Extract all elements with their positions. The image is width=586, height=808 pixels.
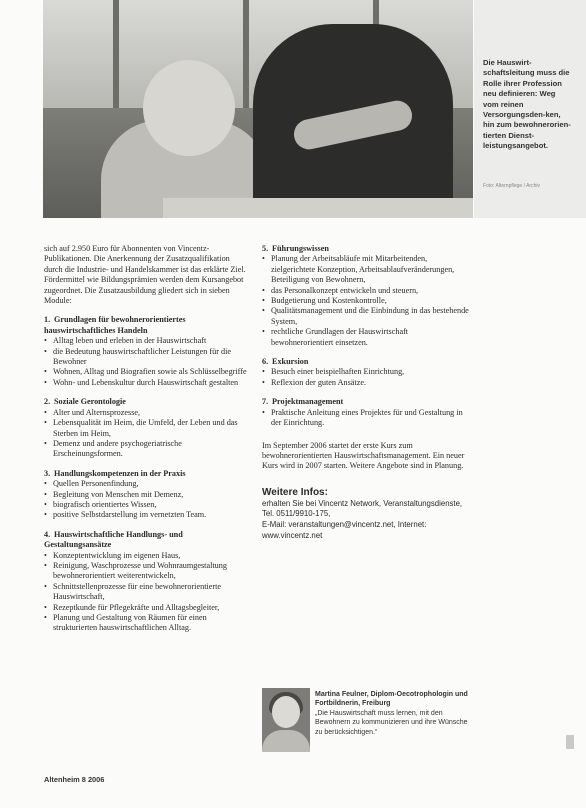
module-section	[262, 397, 470, 428]
bullet-icon: •	[44, 560, 47, 570]
bullet-icon: •	[262, 306, 265, 316]
bullet-icon: •	[44, 367, 47, 377]
module-number: 5.	[262, 244, 269, 253]
module-heading	[44, 397, 250, 407]
module-items	[262, 367, 470, 388]
photo-credit: Foto: Alternpflege / Archiv	[483, 183, 540, 189]
list-item	[262, 408, 470, 429]
portrait-shoulders	[262, 730, 310, 752]
module-number: 1.	[44, 315, 51, 325]
bullet-icon: •	[44, 346, 47, 356]
info-line: erhalten Sie bei Vincentz Network, Veranstaltungsdienste, Tel. 0511/9910-175,	[262, 498, 463, 519]
info-link[interactable]: www.vincentz.net	[262, 530, 323, 540]
scan-edge-mark	[566, 735, 574, 749]
list-item	[262, 296, 470, 306]
list-item-text: Alltag leben und erleben in der Hauswirtschaft	[53, 336, 207, 346]
module-number: 2.	[44, 397, 51, 407]
list-item	[262, 327, 470, 348]
bullet-icon: •	[44, 499, 47, 509]
module-heading	[44, 530, 250, 551]
module-title: Hauswirtschaftliche Handlungs- und Gestaltungsansätze	[44, 529, 183, 550]
list-item-text: Wohnen, Alltag und Biografien sowie als Schlüsselbegriffe	[53, 367, 247, 377]
list-item-text: die Bedeutung hauswirtschaftlicher Leistungen für die Bewohner	[53, 346, 232, 367]
list-item	[44, 418, 250, 439]
list-item	[44, 603, 250, 613]
author-name: Martina Feulner, Diplom-Oecotrophologin und Fortbildnerin, Freiburg	[315, 691, 468, 708]
list-item-text: Budgetierung und Kostenkontrolle,	[271, 296, 387, 306]
list-item	[262, 378, 470, 388]
list-item-text: Konzeptentwicklung im eigenen Haus,	[53, 550, 181, 560]
list-item-text: rechtliche Grundlagen der Hauswirtschaft bewohnerorientiert einsetzen.	[271, 327, 409, 347]
list-item	[44, 439, 250, 460]
bullet-icon: •	[44, 418, 47, 428]
list-item-text: biografisch orientiertes Wissen,	[53, 499, 157, 509]
start-paragraph: Im September 2006 startet der erste Kurs zum bewohnerorientierten Hauswirtschaftsmanagement. Ein neuer Kurs wird in 2007 starten. Weitere Angebote sind in Planung.	[262, 440, 465, 471]
list-item	[262, 286, 470, 296]
list-item-text: Begleitung von Menschen mit Demenz,	[53, 489, 184, 499]
bullet-icon: •	[262, 367, 265, 377]
list-item	[44, 613, 250, 634]
left-column	[44, 244, 250, 634]
right-column	[262, 244, 470, 541]
author-bio	[315, 690, 475, 737]
intro-paragraph: sich auf 2.950 Euro für Abonnenten von Vincentz-Publikationen. Die Anerkennung der Zusatzqualifikation durch die Industrie- und Handelskammer ist das erklärte Ziel. Fördermittel wie Bildungsprämien werden dem Kursangebot zugeordnet. Die Zusatzausbildung gliedert sich in sieben Module:	[44, 244, 246, 306]
bullet-icon: •	[44, 377, 47, 387]
bullet-icon: •	[44, 602, 47, 612]
info-line: E-Mail: veranstaltungen@vincentz.net, Internet:	[262, 519, 427, 529]
bullet-icon: •	[262, 296, 265, 306]
bullet-icon: •	[44, 438, 47, 448]
list-item-text: Demenz und andere psychogeriatrische Erscheinungsformen.	[53, 438, 182, 459]
list-item-text: Planung und Gestaltung von Räumen für einen strukturierten hauswirtschaftlichen Alltag.	[53, 613, 207, 633]
list-item	[44, 500, 250, 510]
header-photo	[43, 0, 473, 218]
list-item	[44, 582, 250, 603]
module-section	[44, 397, 250, 459]
list-item	[262, 367, 470, 377]
list-item	[44, 510, 250, 520]
list-item-text: positive Selbstdarstellung im vernetzten Team.	[53, 510, 207, 520]
module-number: 7.	[262, 397, 269, 407]
bullet-icon: •	[44, 479, 47, 489]
module-heading	[262, 357, 470, 367]
module-title: Projektmanagement	[272, 397, 344, 407]
bullet-icon: •	[262, 254, 265, 264]
module-title: Grundlagen für bewohnerorientiertes hauswirtschaftliches Handeln	[44, 315, 186, 335]
bullet-icon: •	[262, 407, 265, 417]
module-number: 3.	[44, 468, 51, 478]
photo-window-frame	[113, 0, 119, 110]
module-number: 4.	[44, 529, 51, 539]
list-item-text: Reinigung, Waschprozesse und Wohnraumgestaltung bewohnerorientiert weiterentwickeln,	[53, 560, 227, 581]
module-title: Exkursion	[272, 357, 309, 367]
right-module-list	[262, 244, 470, 429]
list-item	[44, 408, 250, 418]
bullet-icon: •	[262, 377, 265, 387]
module-heading	[44, 469, 250, 479]
bullet-icon: •	[44, 407, 47, 417]
list-item	[262, 254, 470, 285]
list-item-text: Qualitätsmanagement und die Einbindung in das bestehende System,	[271, 306, 469, 326]
list-item-text: Reflexion der guten Ansätze.	[271, 377, 367, 387]
module-items	[44, 551, 250, 634]
module-title: Handlungskompetenzen in der Praxis	[54, 468, 186, 478]
photo-seated-woman-head	[143, 60, 235, 156]
module-title: Soziale Gerontologie	[54, 397, 126, 407]
list-item-text: Quellen Personenfindung,	[53, 479, 139, 489]
list-item-text: Planung der Arbeitsabläufe mit Mitarbeitenden, zielgerichtete Konzeption, Arbeitsablaufveränderungen, Beteiligung von Bewohnern,	[271, 254, 455, 285]
bullet-icon: •	[44, 550, 47, 560]
bullet-icon: •	[44, 489, 47, 499]
list-item-text: Wohn- und Lebenskultur durch Hauswirtschaft gestalten	[53, 377, 239, 387]
bullet-icon: •	[262, 327, 265, 337]
author-quote: „Die Hauswirtschaft muss lernen, mit den Bewohnern zu kommunizieren und ihre Wünsche zu berücksichtigen.“	[315, 709, 468, 736]
portrait-face	[272, 696, 300, 728]
list-item	[44, 490, 250, 500]
list-item-text: das Personalkonzept entwickeln und steuern,	[271, 285, 419, 295]
bullet-icon: •	[44, 510, 47, 520]
module-items	[262, 408, 470, 429]
list-item	[44, 367, 250, 377]
module-items	[44, 479, 250, 521]
module-number: 6.	[262, 357, 269, 367]
module-heading	[262, 397, 470, 407]
list-item	[262, 306, 470, 327]
list-item	[44, 378, 250, 388]
left-module-list	[44, 315, 250, 633]
module-items	[44, 336, 250, 388]
list-item-text: Rezeptkunde für Pflegekräfte und Alltagsbegleiter,	[53, 602, 220, 612]
sidebar-quote: Die Hauswirt-schaftsleitung muss die Rolle ihrer Profession neu definieren: Weg vom reinen Versorgungsden-ken, hin zum bewohnerorien-tierten Dienst-leistungsangebot.	[483, 58, 571, 151]
module-items	[262, 254, 470, 348]
module-section	[44, 315, 250, 388]
bullet-icon: •	[44, 336, 47, 346]
module-heading	[262, 244, 470, 254]
info-heading: Weitere Infos:	[262, 486, 328, 498]
module-section	[44, 530, 250, 634]
module-section	[262, 357, 470, 388]
list-item-text: Praktische Anleitung eines Projektes für und Gestaltung in der Einrichtung.	[271, 407, 463, 428]
list-item	[44, 551, 250, 561]
photo-window-frame	[243, 0, 249, 110]
bullet-icon: •	[44, 613, 47, 622]
module-items	[44, 408, 250, 460]
list-item-text: Lebensqualität im Heim, die Umfeld, der Leben und das Sterben im Heim,	[53, 418, 238, 438]
page-footer: Altenheim 8 2006	[44, 775, 105, 784]
module-section	[262, 244, 470, 348]
photo-table	[163, 198, 473, 218]
bullet-icon: •	[262, 285, 265, 295]
list-item	[44, 479, 250, 489]
list-item-text: Besuch einer beispielhaften Einrichtung,	[271, 367, 405, 377]
list-item-text: Alter und Alternsprozesse,	[53, 407, 141, 417]
module-title: Führungswissen	[272, 244, 329, 253]
list-item	[44, 561, 250, 582]
author-portrait	[262, 688, 310, 752]
list-item-text: Schnittstellenprozesse für eine bewohnerorientierte Hauswirtschaft,	[53, 581, 222, 602]
list-item	[44, 336, 250, 346]
bullet-icon: •	[44, 581, 47, 591]
module-heading	[44, 315, 250, 336]
module-section	[44, 469, 250, 521]
list-item	[44, 347, 250, 368]
